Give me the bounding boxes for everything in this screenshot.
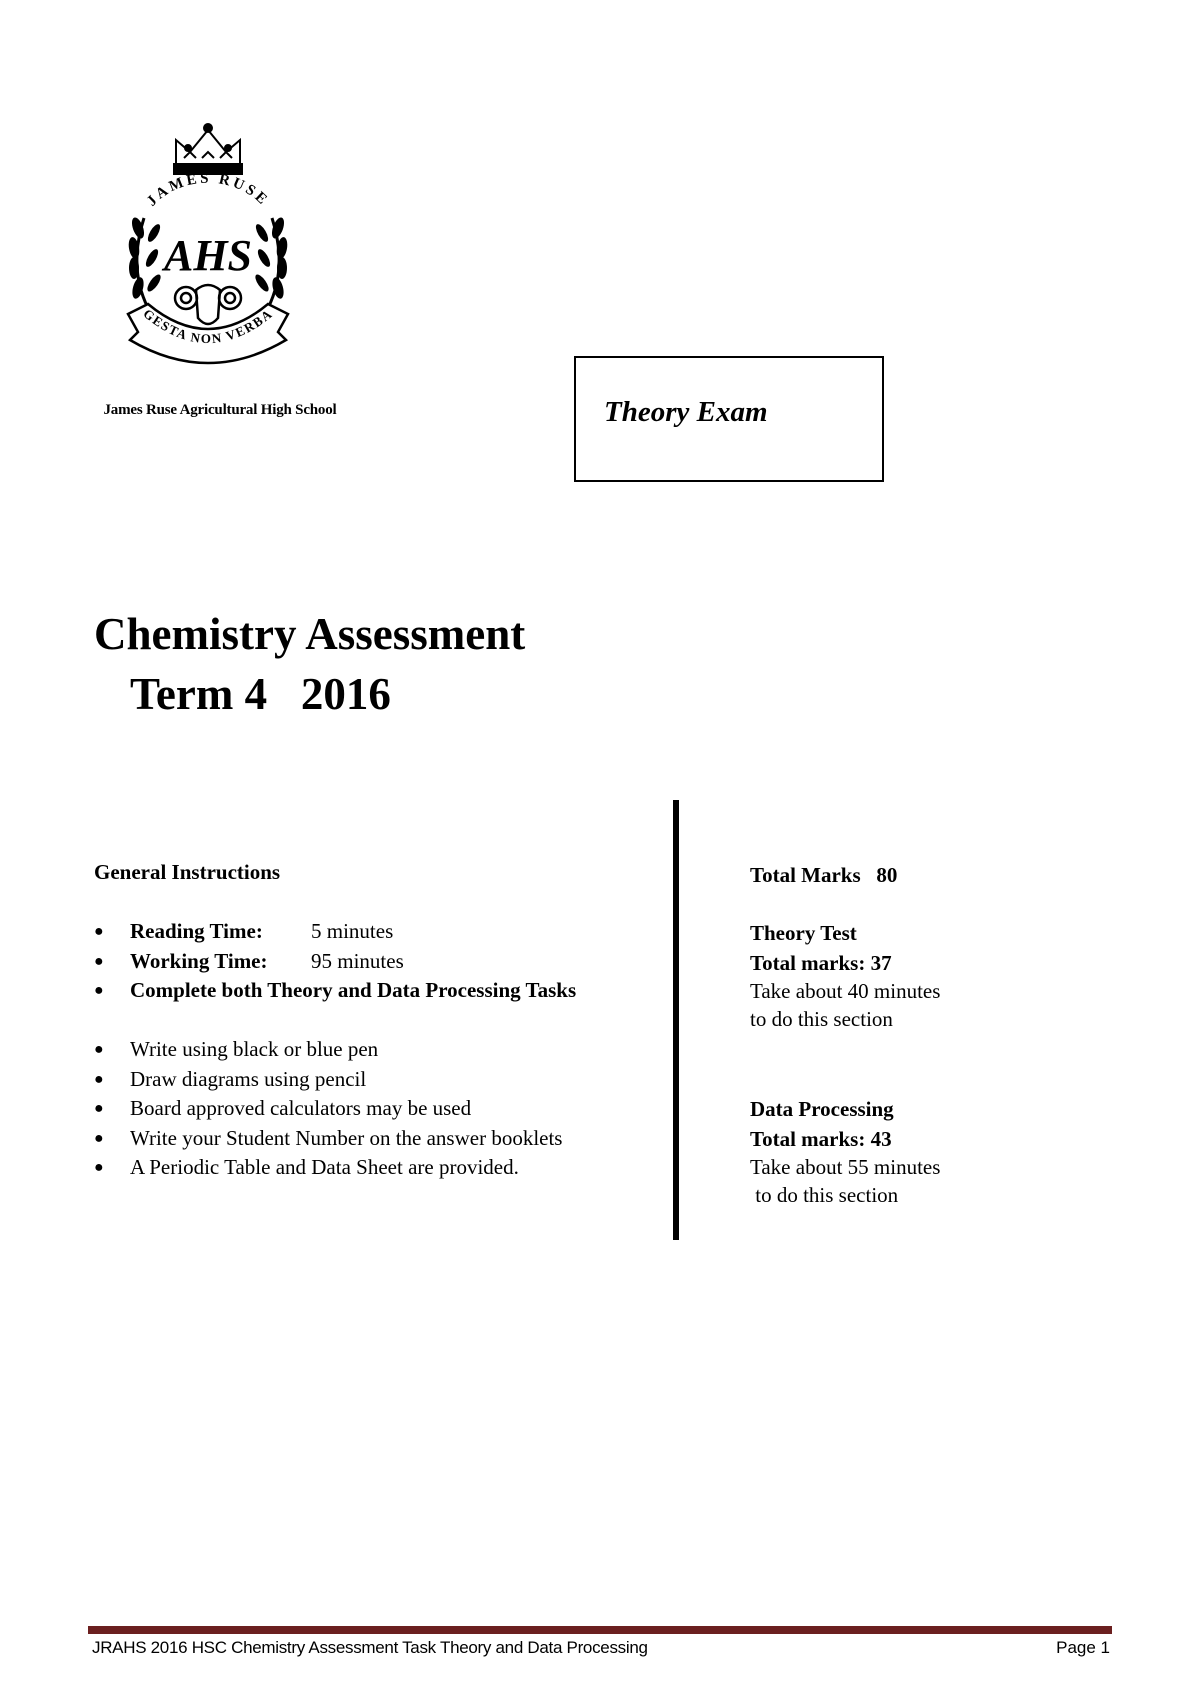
total-marks-value: 80 [876,863,898,887]
data-processing-time: Take about 55 minutes [750,1155,941,1179]
bullet-icon: ● [94,1159,104,1176]
bullet-icon: ● [94,1070,104,1088]
complete-tasks-instruction: Complete both Theory and Data Processing Tasks [130,978,577,1002]
rules-list [94,1035,562,1183]
bullet-icon: ● [94,1100,104,1117]
page-title: Chemistry Assessment [94,609,526,659]
term-label: Term 4 [130,669,268,719]
bullet-icon: ● [94,1129,104,1147]
theory-section-info [750,919,940,1033]
school-name: James Ruse Agricultural High School [103,402,337,418]
list-item [94,947,576,977]
exam-type-box [574,356,884,482]
working-time-label: Working Time: [130,948,268,973]
instructions-heading: General Instructions [94,860,281,884]
total-marks-label: Total Marks [750,863,861,887]
bullet-icon: ● [94,952,104,970]
footer-text: JRAHS 2016 HSC Chemistry Assessment Task Theory and Data Processing [92,1638,648,1657]
theory-marks: Total marks: 37 [750,951,892,975]
crest-arc-text: JAMES RUSE [143,170,272,210]
ram-head-icon [175,285,241,324]
footer-rule [88,1626,1112,1634]
crest-motto: GESTA NON VERBA [140,305,276,347]
crest-emblem [118,118,298,383]
rule-text: Write your Student Number on the answer booklets [130,1125,563,1150]
crest-initials: AHS [163,231,253,280]
school-crest [118,118,298,383]
data-processing-time-note: to do this section [750,1183,899,1207]
laurel-right [253,216,289,308]
laurel-left [127,216,163,308]
data-processing-section-info [750,1095,940,1209]
page-subtitle [130,668,391,720]
rule-text: A Periodic Table and Data Sheet are provided. [130,1155,519,1179]
rule-text: Draw diagrams using pencil [130,1066,367,1091]
list-item [94,976,576,1006]
data-processing-marks: Total marks: 43 [750,1127,892,1151]
list-item [94,1124,562,1154]
working-time-value: 95 minutes [311,948,404,973]
reading-time-label: Reading Time: [130,919,263,943]
theory-heading: Theory Test [750,921,857,945]
page-number: Page 1 [1056,1638,1110,1657]
theory-time-note: to do this section [750,1007,893,1031]
list-item [94,1065,562,1095]
column-divider [673,800,679,1240]
data-processing-heading: Data Processing [750,1097,894,1121]
list-item [94,1094,562,1124]
year-label: 2016 [300,669,391,719]
crown-icon [174,124,242,174]
bullet-icon: ● [94,923,104,940]
theory-time: Take about 40 minutes [750,979,941,1003]
bullet-icon: ● [94,1041,104,1058]
bullet-icon: ● [94,982,104,999]
rule-text: Board approved calculators may be used [130,1096,472,1120]
list-item [94,917,576,947]
list-item [94,1153,562,1183]
total-marks [750,861,897,889]
exam-type-label: Theory Exam [604,396,768,428]
rule-text: Write using black or blue pen [130,1037,379,1061]
reading-time-value: 5 minutes [311,919,394,943]
timing-list [94,917,576,1006]
list-item [94,1035,562,1065]
